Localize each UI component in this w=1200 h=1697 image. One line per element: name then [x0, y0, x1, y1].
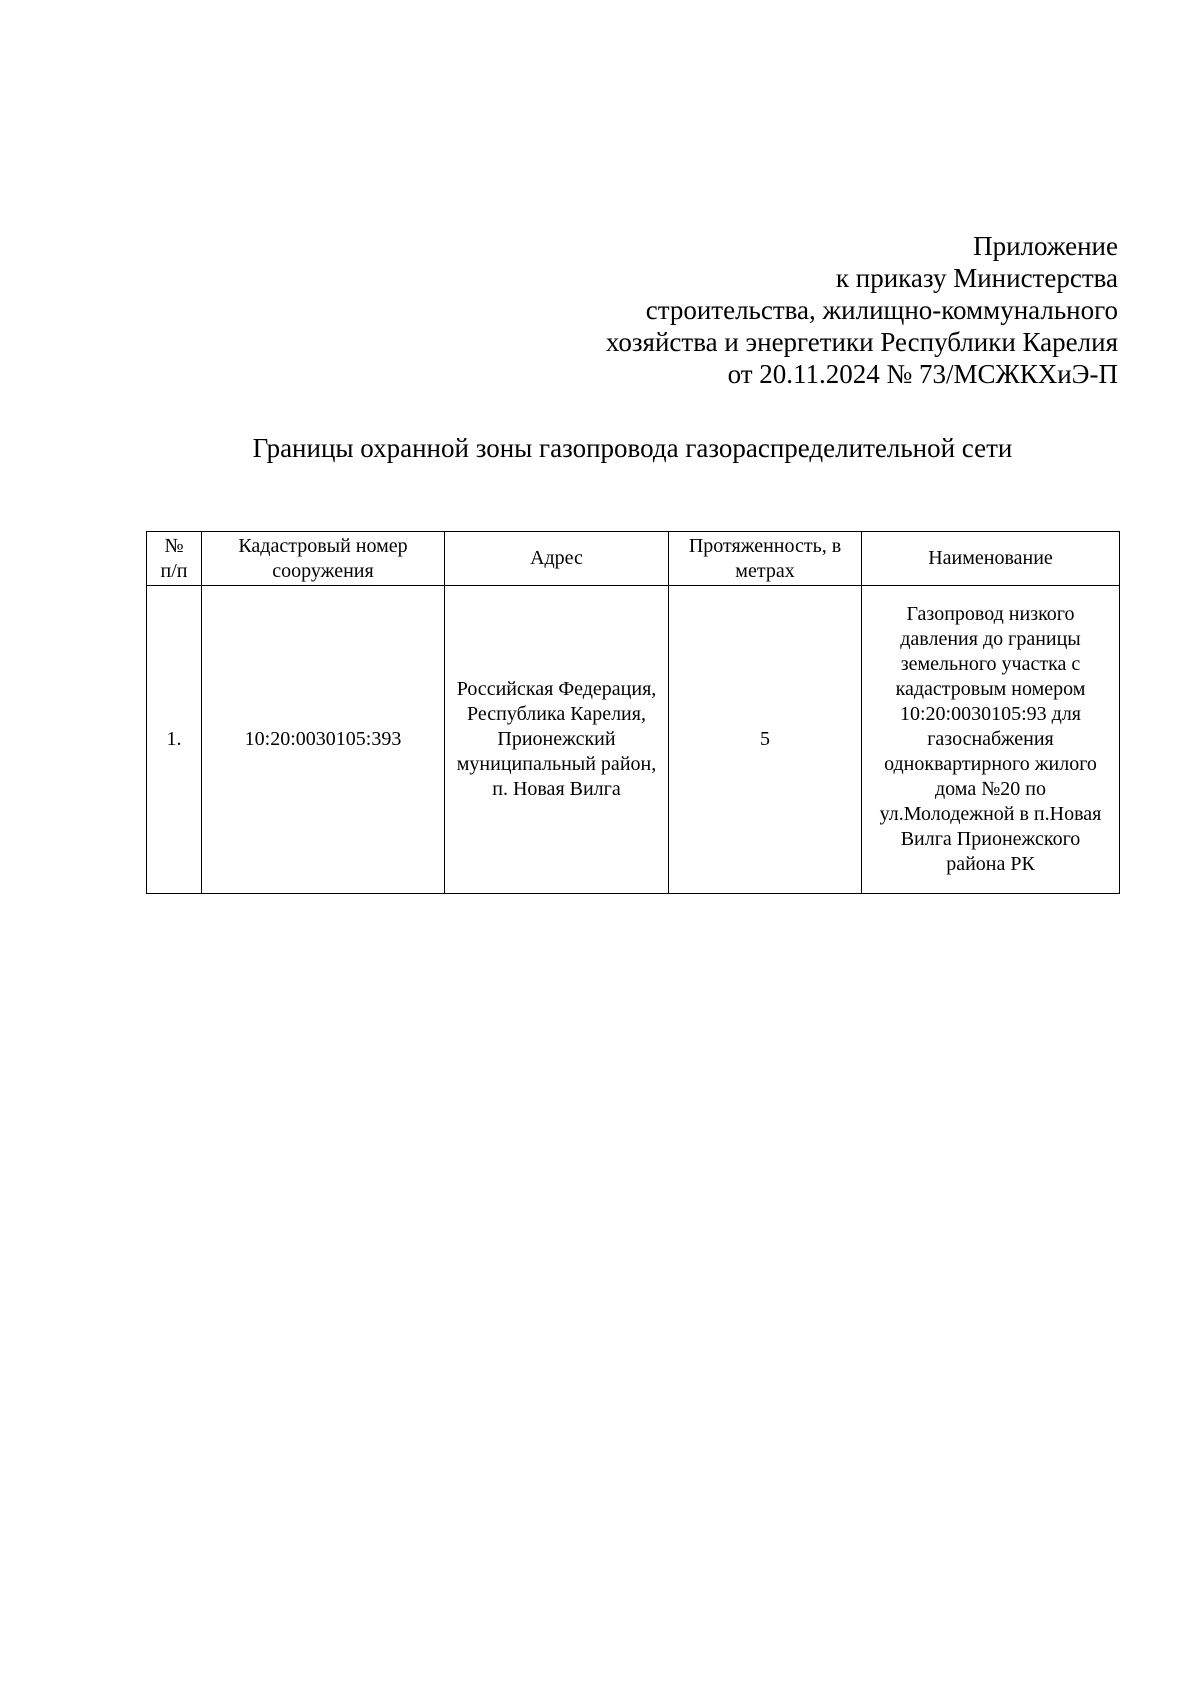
header-length: Протяженность, в метрах: [669, 532, 862, 586]
header-number: № п/п: [147, 532, 202, 586]
row-cadastral-number: 10:20:0030105:393: [202, 586, 445, 894]
appendix-ministry-line1: строительства, жилищно-коммунального: [645, 295, 1118, 325]
header-name: Наименование: [862, 532, 1120, 586]
row-length: 5: [669, 586, 862, 894]
header-cadastral-number: Кадастровый номер сооружения: [202, 532, 445, 586]
appendix-label: Приложение: [973, 231, 1118, 261]
protection-zone-table: [146, 531, 1120, 894]
appendix-ministry-line2: хозяйства и энергетики Республики Карелия: [605, 327, 1118, 357]
table-row: [147, 586, 1120, 894]
document-title: Границы охранной зоны газопровода газораспределительной сети: [252, 433, 1013, 463]
table-header-row: [147, 532, 1120, 586]
row-name: Газопровод низкого давления до границы земельного участка с кадастровым номером 10:20:0030105:93 для газоснабжения одноквартирного жилого дома №20 по ул.Молодежной в п.Новая Вилга Прионежского района РК: [862, 586, 1120, 894]
header-address: Адрес: [445, 532, 669, 586]
appendix-header: [418, 230, 1118, 390]
row-address: Российская Федерация, Республика Карелия, Прионежский муниципальный район, п. Новая Вилга: [445, 586, 669, 894]
row-number: 1.: [147, 586, 202, 894]
appendix-order-ref: к приказу Министерства: [835, 263, 1118, 293]
appendix-order-date-number: от 20.11.2024 № 73/МСЖКХиЭ-П: [727, 359, 1118, 389]
